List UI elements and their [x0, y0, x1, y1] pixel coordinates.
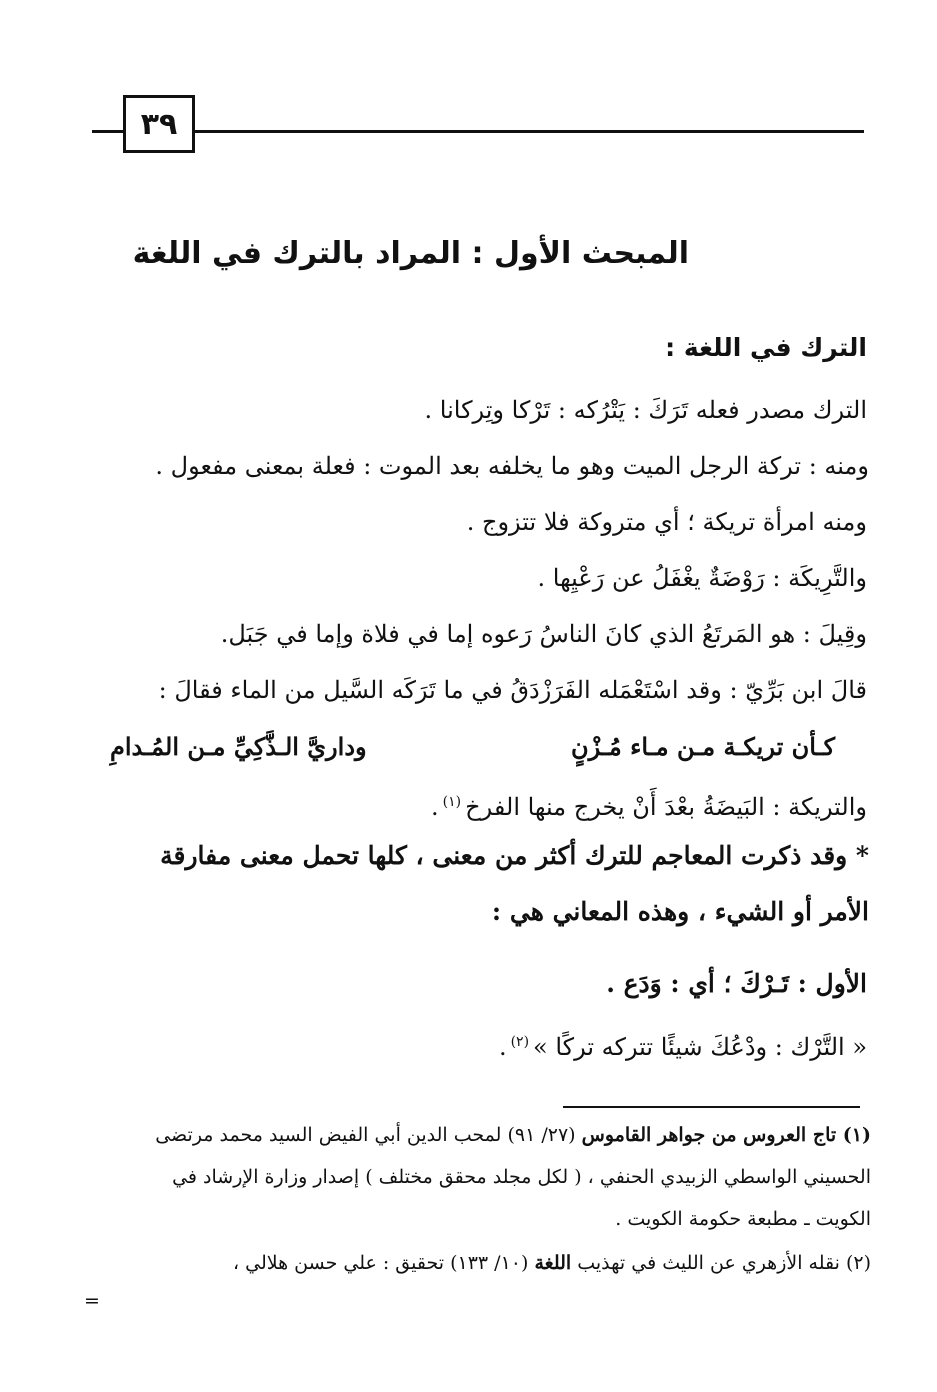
page-number: ٣٩: [123, 95, 195, 153]
footnote-separator: [563, 1106, 860, 1108]
footnote-2-start: (٢) نقله الأزهري عن الليث في تهذيب: [577, 1252, 871, 1274]
header-rule: [92, 130, 864, 133]
subheading: الترك في اللغة :: [665, 333, 867, 362]
summary-line-2: الأمر أو الشيء ، وهذه المعاني هي :: [491, 897, 869, 926]
first-meaning: الأول : تَـرْكَ ؛ أي : وَدَع .: [606, 969, 867, 998]
footnote-2-rest: (١٠/ ١٣٣) تحقيق : علي حسن هلالي ،: [232, 1252, 529, 1274]
paragraph-line-6: قالَ ابن بَرِّيّ : وقد اسْتَعْمَله الفَرَزْدَقُ في ما تَرَكَه السَّيل من الماء فقالَ :: [158, 676, 867, 704]
quote-text: « التَّرْك : ودْعُكَ شيئًا تتركه تركًا »: [533, 1033, 867, 1061]
continuation-mark: =: [84, 1290, 100, 1312]
footnote-1-source: (١) تاج العروس من جواهر القاموس: [581, 1124, 871, 1146]
footnote-1-rest: (٢٧/ ٩١) لمحب الدين أبي الفيض السيد محمد مرتضى: [155, 1124, 576, 1146]
footnote-1-line-3: الكويت ـ مطبعة حكومة الكويت .: [615, 1208, 871, 1230]
verse-hemistich-2: وداريَّ الـذَّكِيِّ مـن المُـدامِ: [110, 732, 367, 761]
footnote-1-line-1: [155, 1118, 871, 1152]
section-title: المبحث الأول : المراد بالترك في اللغة: [132, 236, 689, 271]
paragraph-line-4: والتَّرِيكَة : رَوْضَةٌ يغْفَلُ عن رَعْيِها .: [537, 564, 867, 592]
verse-hemistich-1: كـأن تريكـة مـن مـاء مُـزْنٍ: [571, 732, 835, 761]
after-verse-text: والتريكة : البَيضَةُ بعْدَ أَنْ يخرج منها الفرخ: [465, 793, 867, 821]
quote-end: .: [498, 1033, 507, 1061]
quote-line: [499, 1022, 867, 1067]
after-verse-end: .: [431, 793, 439, 821]
summary-line-1: * وقد ذكرت المعاجم للترك أكثر من معنى ، كلها تحمل معنى مفارقة: [160, 841, 869, 870]
paragraph-line-3: ومنه امرأة تريكة ؛ أي متروكة فلا تتزوج .: [466, 508, 867, 536]
footnote-2-bold: اللغة: [534, 1252, 572, 1274]
footnote-ref-2: (٢): [510, 1034, 530, 1050]
footnote-1-line-2: الحسيني الواسطي الزبيدي الحنفي ، ( لكل مجلد محقق مختلف ) إصدار وزارة الإرشاد في: [172, 1166, 871, 1188]
paragraph-after-verse: [431, 782, 867, 827]
footnote-ref-1: (١): [442, 794, 462, 810]
poetry-verse: [110, 726, 835, 768]
paragraph-line-1: الترك مصدر فعله تَرَكَ : يَتْرُكه : تَرْكا وتِركانا .: [424, 396, 867, 424]
paragraph-line-5: وقِيلَ : هو المَرتَعُ الذي كانَ الناسُ رَعوه إما في فلاة وإما في جَبَل.: [220, 620, 867, 648]
paragraph-line-2: ومنه : تركة الرجل الميت وهو ما يخلفه بعد الموت : فعلة بمعنى مفعول .: [155, 452, 869, 480]
footnote-2-line-1: [233, 1246, 871, 1280]
